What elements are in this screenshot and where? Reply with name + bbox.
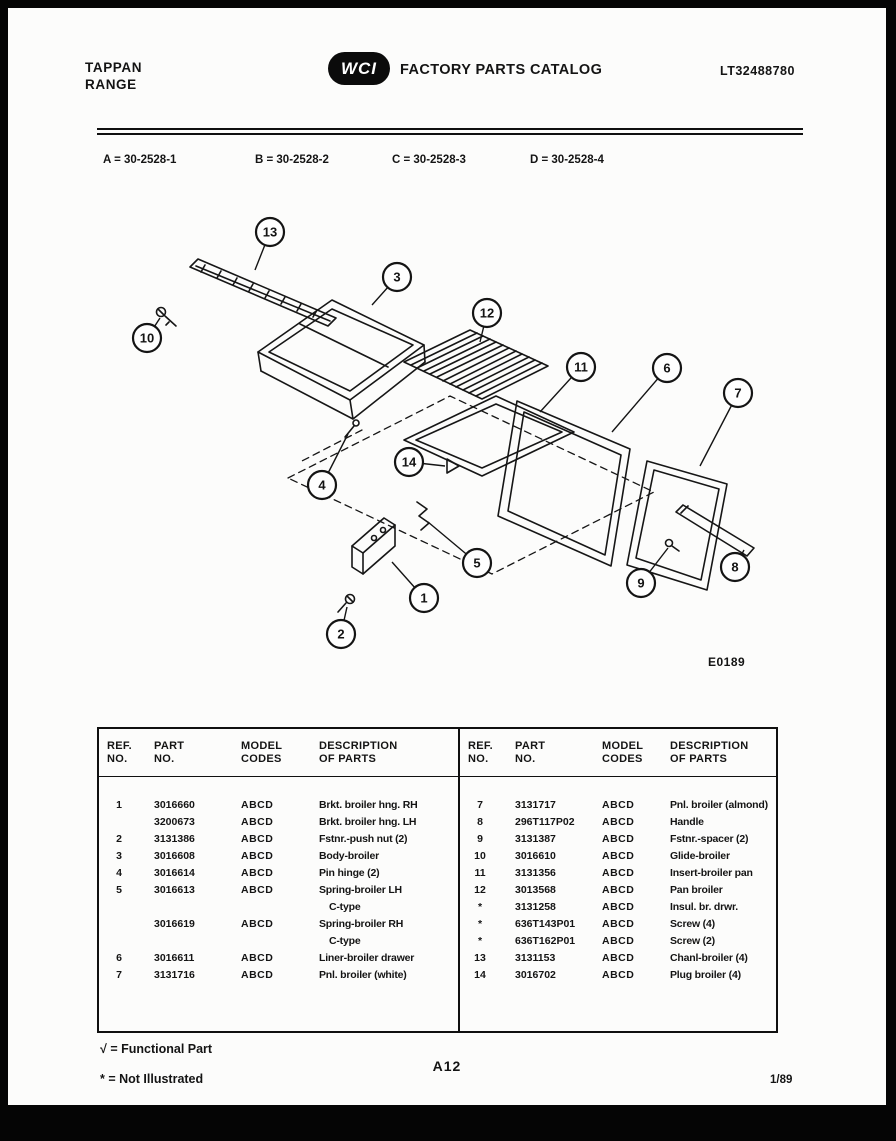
desc-cell: Spring-broiler LH xyxy=(319,884,402,896)
desc-cell: Screw (2) xyxy=(670,935,715,947)
document-number: LT32488780 xyxy=(720,64,795,78)
ref-cell: 5 xyxy=(116,884,122,896)
desc-cell: Plug broiler (4) xyxy=(670,969,741,981)
issue-date: 1/89 xyxy=(770,1074,793,1086)
part-cell: 3016702 xyxy=(515,969,556,981)
table-rows-left xyxy=(99,799,458,986)
ref-cell: * xyxy=(477,918,483,930)
table-row xyxy=(99,901,458,918)
codes-cell: ABCD xyxy=(602,918,635,930)
table-row xyxy=(99,969,458,986)
callout-number-11: 11 xyxy=(574,359,588,375)
codes-cell: ABCD xyxy=(241,816,274,828)
header-rule xyxy=(97,128,803,135)
desc-cell: Insul. br. drwr. xyxy=(670,901,738,913)
callout-number-10: 10 xyxy=(139,330,155,346)
description-header: DESCRIPTION OF PARTS xyxy=(670,740,749,765)
desc-cell: C-type xyxy=(329,901,361,913)
part-cell: 3200673 xyxy=(154,816,195,828)
ref-cell: 1 xyxy=(116,799,122,811)
table-row xyxy=(460,969,776,986)
part-no-header: PART NO. xyxy=(154,740,185,765)
part-cell: 636T162P01 xyxy=(515,935,576,947)
ref-cell: 14 xyxy=(474,969,486,981)
table-row xyxy=(460,833,776,850)
codes-cell: ABCD xyxy=(241,867,274,879)
parts-table-left xyxy=(99,729,458,1031)
codes-cell: ABCD xyxy=(241,833,274,845)
table-row xyxy=(99,952,458,969)
table-row xyxy=(99,918,458,935)
callout-number-5: 5 xyxy=(473,555,481,571)
table-row xyxy=(99,884,458,901)
table-row xyxy=(460,799,776,816)
channel-broiler-part xyxy=(190,259,336,326)
callout-number-9: 9 xyxy=(637,575,645,591)
ref-cell: 7 xyxy=(116,969,122,981)
codes-cell: ABCD xyxy=(602,884,635,896)
desc-cell: Chanl-broiler (4) xyxy=(670,952,748,964)
desc-cell: Handle xyxy=(670,816,704,828)
description-header: DESCRIPTION OF PARTS xyxy=(319,740,398,765)
callout-number-14: 14 xyxy=(401,454,417,470)
ref-cell: 11 xyxy=(474,867,486,879)
catalog-title: FACTORY PARTS CATALOG xyxy=(400,62,603,78)
callout-number-6: 6 xyxy=(663,360,671,376)
table-row xyxy=(460,935,776,952)
codes-cell: ABCD xyxy=(602,850,635,862)
table-row xyxy=(460,867,776,884)
table-row xyxy=(99,850,458,867)
ref-no-header: REF. NO. xyxy=(107,740,133,765)
part-cell: 3131387 xyxy=(515,833,556,845)
codes-cell: ABCD xyxy=(241,969,274,981)
catalog-page xyxy=(8,8,886,1105)
codes-cell: ABCD xyxy=(602,867,635,879)
desc-cell: Fstnr.-push nut (2) xyxy=(319,833,408,845)
desc-cell: Pan broiler xyxy=(670,884,723,896)
part-cell: 3016611 xyxy=(154,952,195,964)
callout-number-8: 8 xyxy=(731,559,739,575)
glide-screw-part xyxy=(157,308,177,327)
model-d: D = 30-2528-4 xyxy=(530,154,604,166)
codes-cell: ABCD xyxy=(241,850,274,862)
model-codes-header: MODEL CODES xyxy=(602,740,644,765)
codes-cell: ABCD xyxy=(602,969,635,981)
desc-cell: Pin hinge (2) xyxy=(319,867,380,879)
table-row xyxy=(460,918,776,935)
part-no-header: PART NO. xyxy=(515,740,546,765)
ref-cell: 10 xyxy=(474,850,486,862)
ref-cell: 12 xyxy=(474,884,486,896)
codes-cell: ABCD xyxy=(241,952,274,964)
ref-cell: 13 xyxy=(474,952,486,964)
codes-cell: ABCD xyxy=(241,884,274,896)
callout-number-1: 1 xyxy=(420,590,428,606)
desc-cell: Glide-broiler xyxy=(670,850,730,862)
model-c: C = 30-2528-3 xyxy=(392,154,466,166)
table-row xyxy=(460,952,776,969)
ref-cell: 9 xyxy=(477,833,483,845)
part-cell: 3016660 xyxy=(154,799,195,811)
alignment-dashes xyxy=(288,396,654,574)
desc-cell: C-type xyxy=(329,935,361,947)
ref-cell: 2 xyxy=(116,833,122,845)
table-row xyxy=(460,850,776,867)
callout-number-4: 4 xyxy=(318,477,326,493)
desc-cell: Spring-broiler RH xyxy=(319,918,404,930)
desc-cell: Brkt. broiler hng. LH xyxy=(319,816,417,828)
codes-cell: ABCD xyxy=(602,952,635,964)
ref-cell: * xyxy=(477,901,483,913)
part-cell: 3131716 xyxy=(154,969,195,981)
model-a: A = 30-2528-1 xyxy=(103,154,177,166)
ref-cell: 7 xyxy=(477,799,483,811)
wci-logo-text: WCI xyxy=(340,58,378,78)
ref-cell: 6 xyxy=(116,952,122,964)
part-cell: 636T143P01 xyxy=(515,918,576,930)
callout-number-3: 3 xyxy=(393,269,401,285)
desc-cell: Fstnr.-spacer (2) xyxy=(670,833,749,845)
body-broiler-part xyxy=(258,300,425,419)
parts-table-right xyxy=(460,729,776,1031)
part-cell: 3131356 xyxy=(515,867,556,879)
ref-cell: * xyxy=(477,935,483,947)
ref-no-header: REF. NO. xyxy=(468,740,494,765)
part-cell: 3016610 xyxy=(515,850,556,862)
codes-cell: ABCD xyxy=(602,799,635,811)
table-row xyxy=(99,799,458,816)
codes-cell: ABCD xyxy=(241,799,274,811)
codes-cell: ABCD xyxy=(602,816,635,828)
part-cell: 3016613 xyxy=(154,884,195,896)
table-rows-right xyxy=(460,799,776,986)
table-row xyxy=(99,816,458,833)
exploded-diagram xyxy=(60,195,820,700)
part-cell: 3013568 xyxy=(515,884,556,896)
table-row xyxy=(99,833,458,850)
callout-number-12: 12 xyxy=(479,305,495,321)
liner-broiler-drawer-part xyxy=(498,401,630,566)
codes-cell: ABCD xyxy=(602,901,635,913)
desc-cell: Pnl. broiler (white) xyxy=(319,969,407,981)
callout-number-13: 13 xyxy=(262,224,278,240)
bracket-part xyxy=(352,518,395,574)
brand-block xyxy=(85,59,142,93)
model-list xyxy=(8,154,886,170)
part-cell: 3016614 xyxy=(154,867,195,879)
part-cell: 3016619 xyxy=(154,918,195,930)
not-illustrated-legend: * = Not Illustrated xyxy=(100,1072,204,1086)
desc-cell: Pnl. broiler (almond) xyxy=(670,799,768,811)
ref-cell: 3 xyxy=(116,850,122,862)
figure-code: E0189 xyxy=(708,655,746,669)
ref-cell: 8 xyxy=(477,816,483,828)
part-cell: 3131258 xyxy=(515,901,556,913)
codes-cell: ABCD xyxy=(602,935,635,947)
part-cell: 3131153 xyxy=(515,952,556,964)
callout-number-2: 2 xyxy=(337,626,345,642)
ref-cell: 4 xyxy=(116,867,122,879)
page-number: A12 xyxy=(432,1058,462,1074)
parts-table xyxy=(97,727,778,1033)
part-cell: 3016608 xyxy=(154,850,195,862)
desc-cell: Insert-broiler pan xyxy=(670,867,753,879)
desc-cell: Liner-broiler drawer xyxy=(319,952,415,964)
model-b: B = 30-2528-2 xyxy=(255,154,329,166)
table-row xyxy=(460,901,776,918)
model-codes-header: MODEL CODES xyxy=(241,740,283,765)
brand-product: RANGE xyxy=(85,77,137,92)
desc-cell: Screw (4) xyxy=(670,918,715,930)
codes-cell: ABCD xyxy=(241,918,274,930)
table-row xyxy=(99,867,458,884)
table-row xyxy=(460,884,776,901)
part-cell: 3131386 xyxy=(154,833,195,845)
part-cell: 296T117P02 xyxy=(515,816,575,828)
desc-cell: Brkt. broiler hng. RH xyxy=(319,799,418,811)
callout-number-7: 7 xyxy=(734,385,742,401)
table-row xyxy=(99,935,458,952)
codes-cell: ABCD xyxy=(602,833,635,845)
brand-name: TAPPAN xyxy=(85,60,143,75)
insert-broiler-pan-part xyxy=(404,330,548,399)
spring-part xyxy=(417,502,429,530)
wci-logo xyxy=(328,52,390,85)
functional-part-legend: √ = Functional Part xyxy=(100,1042,213,1056)
table-row xyxy=(460,816,776,833)
desc-cell: Body-broiler xyxy=(319,850,380,862)
part-cell: 3131717 xyxy=(515,799,556,811)
